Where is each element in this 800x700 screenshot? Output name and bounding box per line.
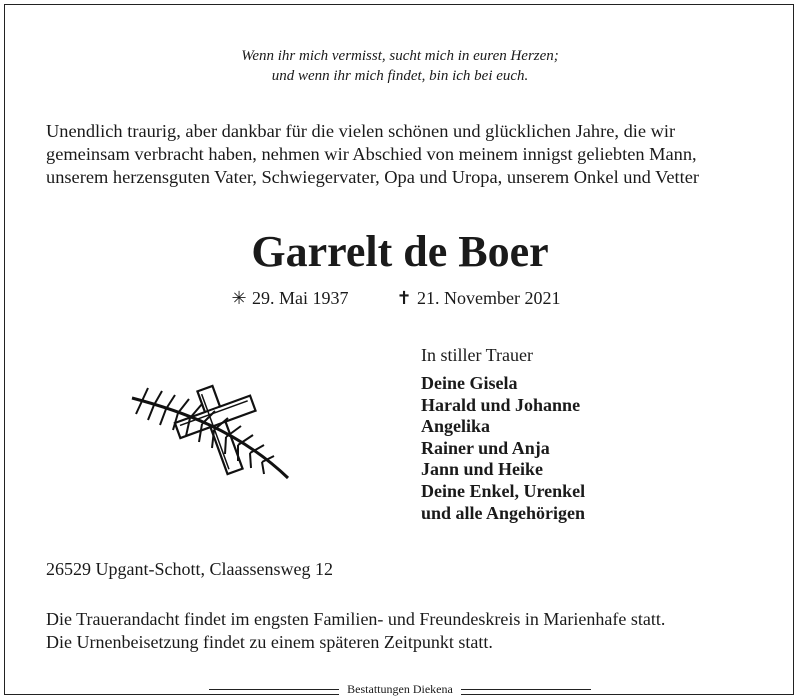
- mourners-list: [421, 373, 585, 524]
- motto-line: Wenn ihr mich vermisst, sucht mich in euren Herzen;: [241, 48, 559, 64]
- ceremony-line: Die Trauerandacht findet im engsten Familien- und Freundeskreis in Marienhafe statt.: [46, 609, 666, 629]
- mourner-name: Deine Enkel, Urenkel: [421, 480, 586, 501]
- intro-line: Unendlich traurig, aber dankbar für die vielen schönen und glücklichen Jahre, die wir: [46, 121, 676, 141]
- ceremony-info: [46, 608, 766, 654]
- funeral-home-name: Bestattungen Diekena: [339, 682, 461, 697]
- birth-date-text: 29. Mai 1937: [252, 288, 349, 308]
- motto-line: und wenn ihr mich findet, bin ich bei euch.: [271, 68, 529, 84]
- mourning-intro: In stiller Trauer: [421, 345, 533, 365]
- mourner-name: Jann und Heike: [421, 459, 544, 480]
- mourner-name: Angelika: [421, 416, 491, 437]
- birth-star-icon: ✳: [231, 288, 247, 308]
- deceased-name: Garrelt de Boer: [251, 227, 549, 276]
- mourner-name: Deine Gisela: [421, 373, 518, 393]
- intro-line: gemeinsam verbracht haben, nehmen wir Abschied von meinem innigst geliebten Mann,: [46, 144, 697, 164]
- death-date-text: 21. November 2021: [417, 288, 561, 308]
- palm-frond-cross-icon: [128, 384, 304, 484]
- birth-date: [230, 287, 349, 309]
- footer-rule: [461, 689, 591, 690]
- ceremony-line: Die Urnenbeisetzung findet zu einem späteren Zeitpunkt statt.: [46, 632, 493, 652]
- footer-rule: [209, 689, 339, 690]
- intro-text: [46, 120, 766, 189]
- address: 26529 Upgant-Schott, Claassensweg 12: [46, 559, 333, 579]
- death-date: [395, 287, 560, 309]
- footer: [0, 679, 800, 699]
- mourner-name: Harald und Johanne: [421, 394, 581, 415]
- death-cross-icon: ✝: [396, 288, 412, 308]
- intro-line: unserem herzensguten Vater, Schwiegervater, Opa und Uropa, unserem Onkel und Vetter: [46, 167, 700, 187]
- motto-verse: [0, 46, 800, 86]
- mourner-name: Rainer und Anja: [421, 437, 550, 458]
- notice-border: [4, 4, 794, 695]
- mourner-name: und alle Angehörigen: [421, 502, 586, 523]
